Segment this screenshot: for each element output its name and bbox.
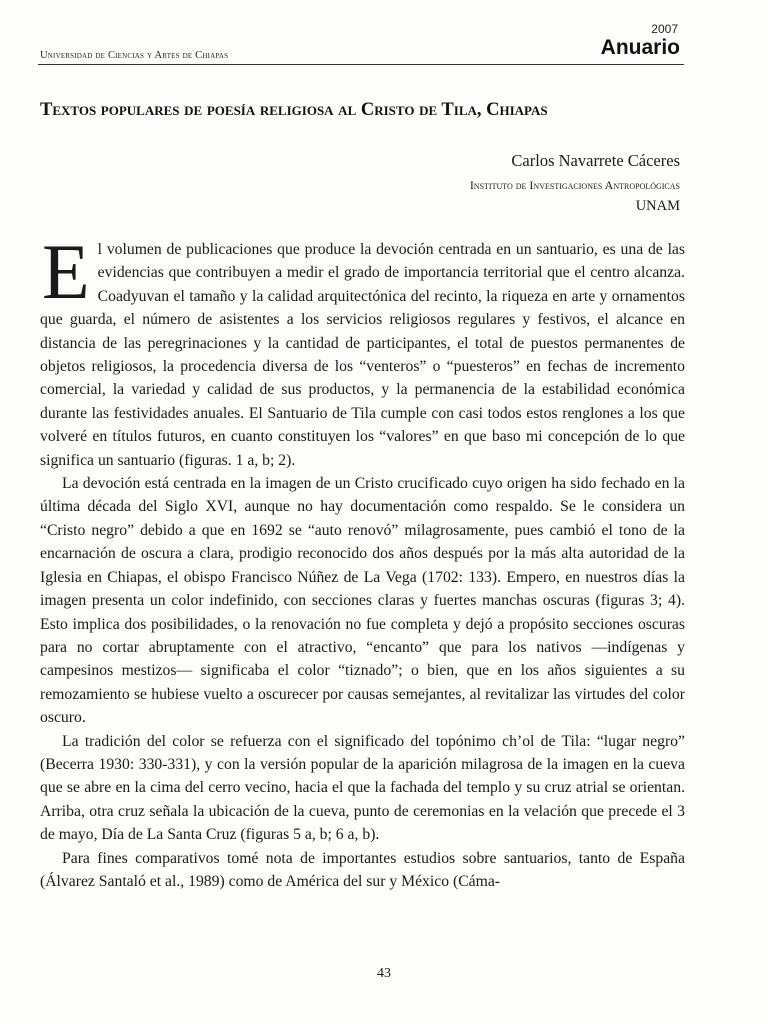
header-institution: Universidad de Ciencias y Artes de Chiapas xyxy=(40,50,229,61)
journal-name: Anuario xyxy=(600,36,680,59)
header-divider xyxy=(38,64,684,65)
page-number: 43 xyxy=(377,966,391,981)
author-block xyxy=(470,150,680,216)
paragraph-2: La devoción está centrada en la imagen de un Cristo crucificado cuyo origen ha sido fechado en la última década del Siglo XVI, aunque no hay documentación como respaldo. Se le considera un “Cristo negro” debido a que en 1692 se “auto renovó” milagrosamente, pues cambió el tono de la encarnación de oscura a clara, prodigio reconocido dos años después por la más alta autoridad de la Iglesia en Chiapas, el obispo Francisco Núñez de La Vega (1702: 133). Empero, en nuestros días la imagen presenta un color indefinido, con secciones claras y fuertes manchas oscuras (figuras 3; 4). Esto implica dos posibilidades, o la renovación no fue completa y dejó a propósito secciones oscuras para no cortar abruptamente con el atractivo, “encanto” que para los nativos —indígenas y campesinos mestizos— significaba el color “tiznado”; o bien, que en los años siguientes a su remozamiento se hubiese vuelto a oscurecer por causas semejantes, al revitalizar las virtudes del color oscuro. xyxy=(40,475,685,727)
journal-year: 2007 xyxy=(651,22,678,36)
author-university: UNAM xyxy=(635,198,680,214)
paragraph-1-text: l volumen de publicaciones que produce la devoción centrada en un santuario, es una de las evidencias que contribuyen a medir el grado de importancia territorial que el centro alcanza. Coadyuvan el tamaño y la calidad arquitectónica del recinto, la riqueza en arte y ornamentos que guarda, el número de asistentes a los servicios religiosos regulares y festivos, el alcance en distancia de las peregrinaciones y la cantidad de participantes, el total de puestos permanentes de objetos religiosos, la procedencia diversa de los “venteros” o “puesteros” en fechas de incremento comercial, la variedad y calidad de sus productos, y la permanencia de la estabilidad económica durante las festividades anuales. El Santuario de Tila cumple con casi todos estos renglones a los que volveré en títulos futuros, en cuanto constituyen los “valores” en que baso mi concepción de lo que significa un santuario (figuras. 1 a, b; 2). xyxy=(40,241,685,469)
article-title: Textos populares de poesía religiosa al Cristo de Tila, Chiapas xyxy=(40,100,548,120)
author-name: Carlos Navarrete Cáceres xyxy=(511,151,680,170)
paragraph-4: Para fines comparativos tomé nota de importantes estudios sobre santuarios, tanto de España (Álvarez Santaló et al., 1989) como de América del sur y México (Cáma- xyxy=(40,849,685,890)
paragraph-3: La tradición del color se refuerza con el significado del topónimo ch’ol de Tila: “lugar negro” (Becerra 1930: 330-331), y con la versión popular de la aparición milagrosa de la imagen en la cueva que se abre en la cima del cerro vecino, hacia el que la fachada del templo y su cruz atrial se orientan. Arriba, otra cruz señala la ubicación de la cueva, punto de ceremonias en la velación que precede el 3 de mayo, Día de La Santa Cruz (figuras 5 a, b; 6 a, b). xyxy=(40,732,685,844)
drop-cap: E xyxy=(42,228,90,315)
article-body xyxy=(40,228,685,893)
paragraph-1 xyxy=(40,228,685,472)
author-institute: Instituto de Investigaciones Antropológicas xyxy=(469,178,680,192)
